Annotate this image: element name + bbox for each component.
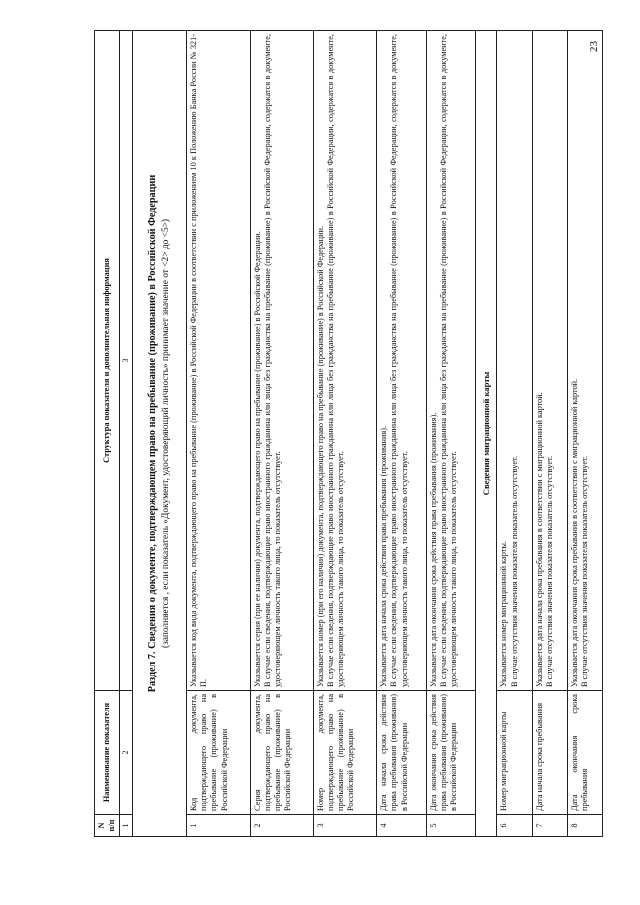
row-number: 4	[377, 815, 426, 837]
indicator-name: Дата начала срока действия права пребывания (проживания) в Российской Федерации	[377, 691, 426, 815]
row-number: 6	[497, 815, 532, 837]
subsection-heading-row	[475, 31, 497, 837]
indicator-description	[567, 31, 602, 691]
header-num: N п/п	[95, 815, 120, 837]
header-structure: Структура показателя и дополнительная информация	[95, 31, 120, 691]
page-number: 23	[588, 41, 600, 52]
indicator-name: Дата окончания срока действия права пребывания (проживания) в Российской Федерации	[426, 691, 475, 815]
table-row	[532, 31, 567, 837]
row-number: 2	[250, 815, 313, 837]
indicator-name: Дата начала срока пребывания	[532, 691, 567, 815]
table-header-row	[95, 31, 120, 837]
section-heading	[132, 31, 186, 837]
description-line: Указывается дата начала срока пребывания в соответствии с миграционной картой.	[534, 392, 544, 687]
column-number: 2	[120, 691, 133, 815]
table-row	[377, 31, 426, 837]
indicator-name: Серия документа, подтверждающего право на пребывание (проживание) в Российской Федерации	[250, 691, 313, 815]
indicator-name: Код документа, подтверждающего право на пребывание (проживание) в Российской Федерации	[187, 691, 250, 815]
row-number: 1	[187, 815, 250, 837]
description-line: В случае если сведения, подтверждающие право иностранного гражданина или лица без гражданства на пребывание (проживание) в Российской Федерации, содержатся в документе, удостоверяющем личность такого лица, то показатель отсутствует.	[326, 34, 346, 687]
indicator-name: Номер миграционной карты	[497, 691, 532, 815]
row-number: 8	[567, 815, 602, 837]
table-row	[567, 31, 602, 837]
indicator-description	[250, 31, 313, 691]
description-line: Указывается код вида документа, подтверждающего право на пребывание (проживание) в Российской Федерации в соответствии с приложением 10 к Положению Банка России № 321-П.	[189, 34, 209, 687]
section-heading-row	[132, 31, 186, 837]
row-number: 3	[313, 815, 376, 837]
description-line: Указывается номер (при его наличии) документа, подтверждающего право на пребывание (проживание) в Российской Федерации.	[315, 225, 325, 687]
description-line: Указывается серия (при ее наличии) документа, подтверждающего право на пребывание (проживание) в Российской Федерации.	[252, 231, 262, 687]
description-line: В случае отсутствия значения показателя показатель отсутствует.	[544, 455, 554, 687]
column-number: 3	[120, 31, 133, 691]
description-line: Указывается дата окончания срока действия права пребывания (проживания).	[428, 412, 438, 687]
indicator-table	[94, 30, 603, 837]
description-line: Указывается дата окончания срока пребывания в соответствии с миграционной картой.	[569, 378, 579, 687]
indicator-name: Дата окончания срока пребывания	[567, 691, 602, 815]
indicator-description	[377, 31, 426, 691]
indicator-name: Номер документа, подтверждающего право на пребывание (проживание) в Российской Федерации	[313, 691, 376, 815]
description-line: Указывается дата начала срока действия права пребывания (проживания).	[379, 425, 389, 687]
table-row	[250, 31, 313, 837]
table-row	[313, 31, 376, 837]
description-line: В случае отсутствия значения показателя показатель отсутствует.	[579, 455, 589, 687]
indicator-description	[187, 31, 250, 691]
description-line: В случае если сведения, подтверждающие право иностранного гражданина или лица без гражданства на пребывание (проживание) в Российской Федерации, содержатся в документе, удостоверяющем личность такого лица, то показатель отсутствует.	[438, 34, 458, 687]
indicator-description	[313, 31, 376, 691]
indicator-description	[426, 31, 475, 691]
row-number: 5	[426, 815, 475, 837]
column-number: 1	[120, 815, 133, 837]
table-row	[187, 31, 250, 837]
description-line: В случае если сведения, подтверждающие право иностранного гражданина или лица без гражданства на пребывание (проживание) в Российской Федерации, содержатся в документе, удостоверяющем личность такого лица, то показатель отсутствует.	[262, 34, 282, 687]
header-name: Наименование показателя	[95, 691, 120, 815]
rotated-document-table	[94, 30, 603, 837]
subsection-heading: Сведения миграционной карты	[475, 31, 497, 837]
description-line: В случае отсутствия значения показателя показатель отсутствует.	[509, 455, 519, 687]
section-title: Раздел 7. Сведения о документе, подтверждающем право на пребывание (проживание) в Российской Федерации	[146, 174, 158, 693]
indicator-description	[497, 31, 532, 691]
description-line: Указывается номер миграционной карты.	[499, 540, 509, 687]
table-row	[426, 31, 475, 837]
table-row	[497, 31, 532, 837]
indicator-description	[532, 31, 567, 691]
description-line: В случае если сведения, подтверждающие право иностранного гражданина или лица без гражданства на пребывание (проживание) в Российской Федерации, содержатся в документе, удостоверяющем личность такого лица, то показатель отсутствует.	[389, 34, 409, 687]
column-number-row	[120, 31, 133, 837]
section-note: (заполняется , если показатель «Документ, удостоверяющий личность» принимает значение от <2> до <5>)	[161, 218, 172, 649]
row-number: 7	[532, 815, 567, 837]
